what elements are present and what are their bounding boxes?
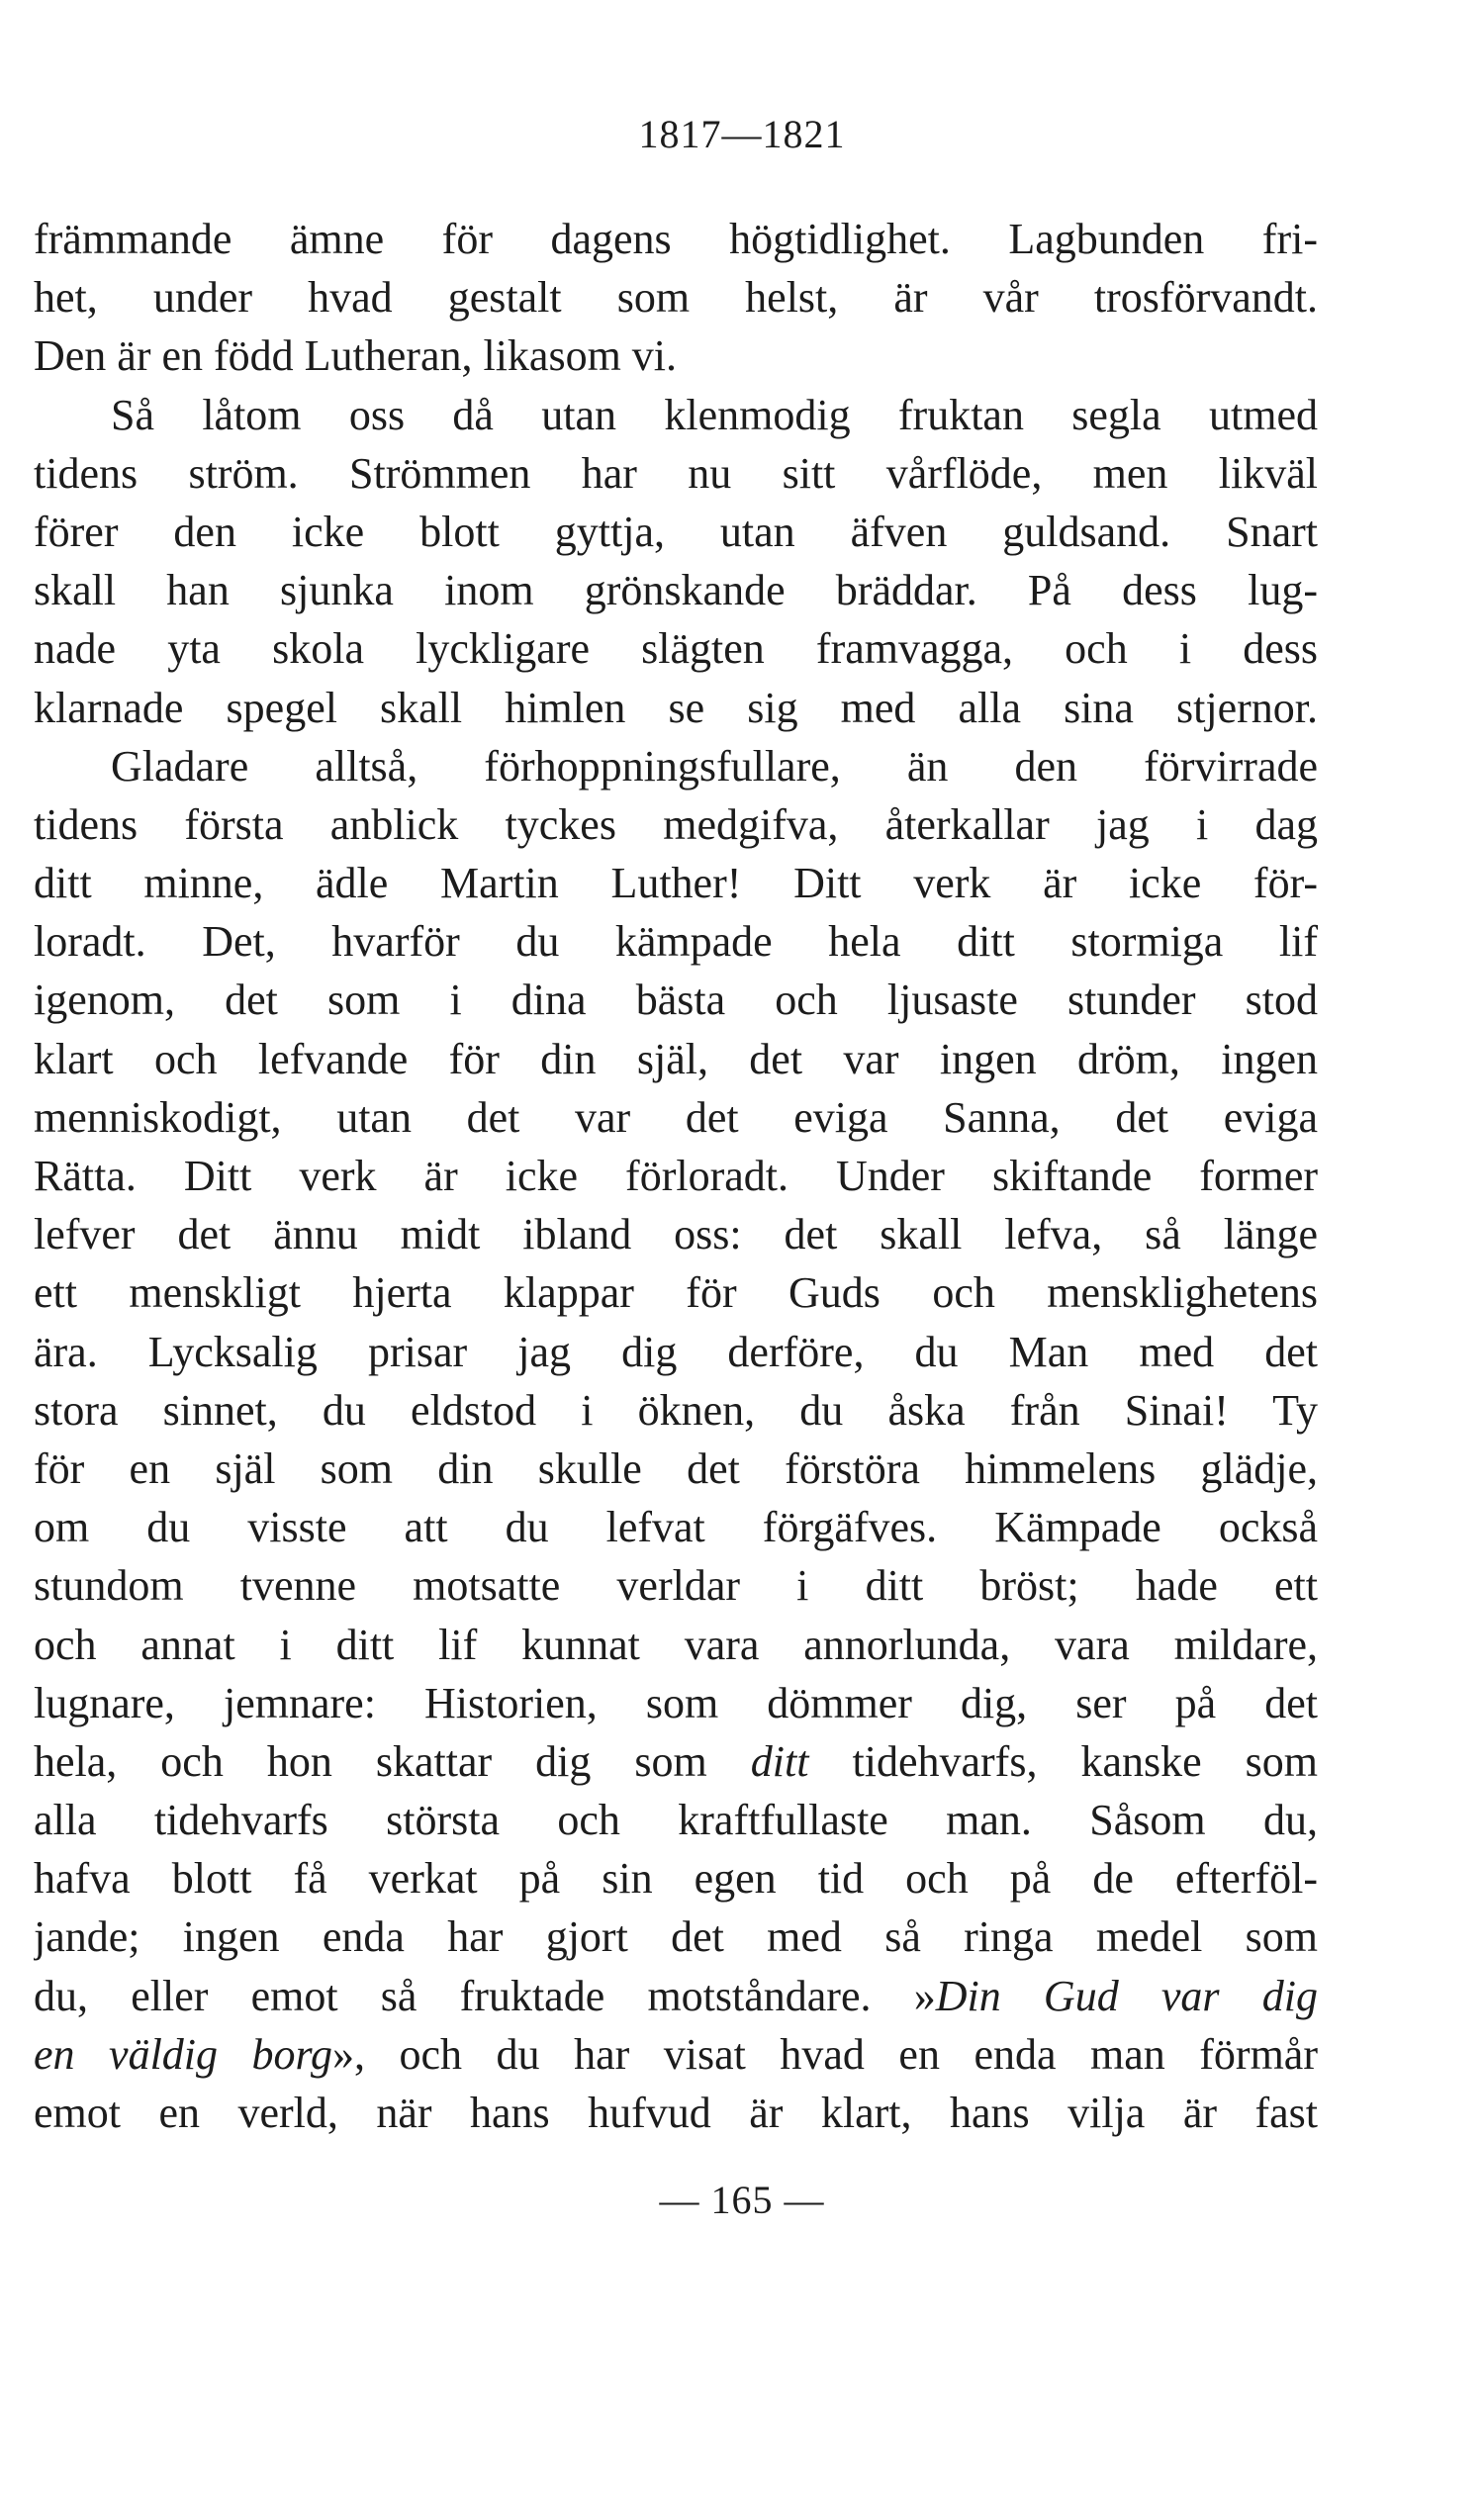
text-line: stora sinnet, du eldstod i öknen, du åska från Sinai! Ty: [34, 1385, 1318, 1435]
text-segment: », och du har visat hvad en enda man förmår: [332, 2029, 1318, 2079]
text-line: Rätta. Ditt verk är icke förloradt. Under skiftande former: [34, 1152, 1318, 1200]
text-line: [34, 1967, 1318, 2025]
text-line: för en själ som din skulle det förstöra himmelens glädje,: [34, 1443, 1318, 1493]
emphasis-text: Din Gud var dig: [935, 1971, 1318, 2020]
text-segment: tidehvarfs, kanske som: [808, 1736, 1318, 1786]
text-line: emot en verld, när hans hufvud är klart, hans vilja är fast: [34, 2089, 1318, 2137]
text-segment: hela, och hon skattar dig som: [34, 1736, 751, 1786]
text-line: [34, 1732, 1318, 1791]
text-line: hafva blott få verkat på sin egen tid och på de efterföl-: [34, 1854, 1318, 1904]
body-text: [34, 210, 1318, 2142]
text-segment: du, eller emot så fruktade motståndare. »: [34, 1971, 936, 2020]
emphasis-text: ditt: [750, 1736, 809, 1786]
text-line: skall han sjunka inom grönskande bräddar. På dess lug-: [34, 566, 1318, 615]
text-line: het, under hvad gestalt som helst, är vår trosförvandt.: [34, 273, 1318, 323]
page-number: — 165 —: [659, 2178, 825, 2222]
text-line: förer den icke blott gyttja, utan äfven guldsand. Snart: [34, 507, 1318, 556]
text-line: alla tidehvarfs största och kraftfullaste man. Såsom du,: [34, 1796, 1318, 1845]
text-line: ära. Lycksalig prisar jag dig derföre, du Man med det: [34, 1327, 1318, 1376]
running-header: 1817—1821: [638, 112, 846, 156]
text-line: Gladare alltså, förhoppningsfullare, än den förvirrade: [111, 741, 1318, 791]
text-line: klart och lefvande för din själ, det var ingen dröm, ingen: [34, 1034, 1318, 1083]
text-line: nade yta skola lyckligare slägten framvagga, och i dess: [34, 624, 1318, 674]
text-line: [34, 2025, 1318, 2084]
text-line: Så låtom oss då utan klenmodig fruktan segla utmed: [111, 390, 1318, 439]
text-line: lefver det ännu midt ibland oss: det skall lefva, så länge: [34, 1210, 1318, 1259]
emphasis-text: en väldig borg: [34, 2029, 333, 2079]
text-line: och annat i ditt lif kunnat vara annorlunda, vara mildare,: [34, 1620, 1318, 1669]
text-line: loradt. Det, hvarför du kämpade hela ditt stormiga lif: [34, 917, 1318, 967]
text-line: lugnare, jemnare: Historien, som dömmer dig, ser på det: [34, 1678, 1318, 1727]
text-line: menniskodigt, utan det var det eviga Sanna, det eviga: [34, 1092, 1318, 1142]
text-line: främmande ämne för dagens högtidlighet. Lagbunden fri-: [34, 215, 1318, 263]
text-line: ett menskligt hjerta klappar för Guds och mensklighetens: [34, 1268, 1318, 1318]
text-line: ditt minne, ädle Martin Luther! Ditt verk är icke för-: [34, 859, 1318, 908]
text-line: igenom, det som i dina bästa och ljusaste stunder stod: [34, 976, 1318, 1025]
text-line: tidens ström. Strömmen har nu sitt vårflöde, men likväl: [34, 448, 1318, 498]
text-line: stundom tvenne motsatte verldar i ditt bröst; hade ett: [34, 1561, 1318, 1611]
text-line: Den är en född Lutheran, likasom vi.: [34, 331, 678, 381]
text-line: klarnade spegel skall himlen se sig med alla sina stjernor.: [34, 683, 1318, 732]
text-line: tidens första anblick tyckes medgifva, återkallar jag i dag: [34, 799, 1318, 849]
text-line: om du visste att du lefvat förgäfves. Kämpade också: [34, 1503, 1318, 1552]
text-line: jande; ingen enda har gjort det med så ringa medel som: [34, 1912, 1318, 1962]
